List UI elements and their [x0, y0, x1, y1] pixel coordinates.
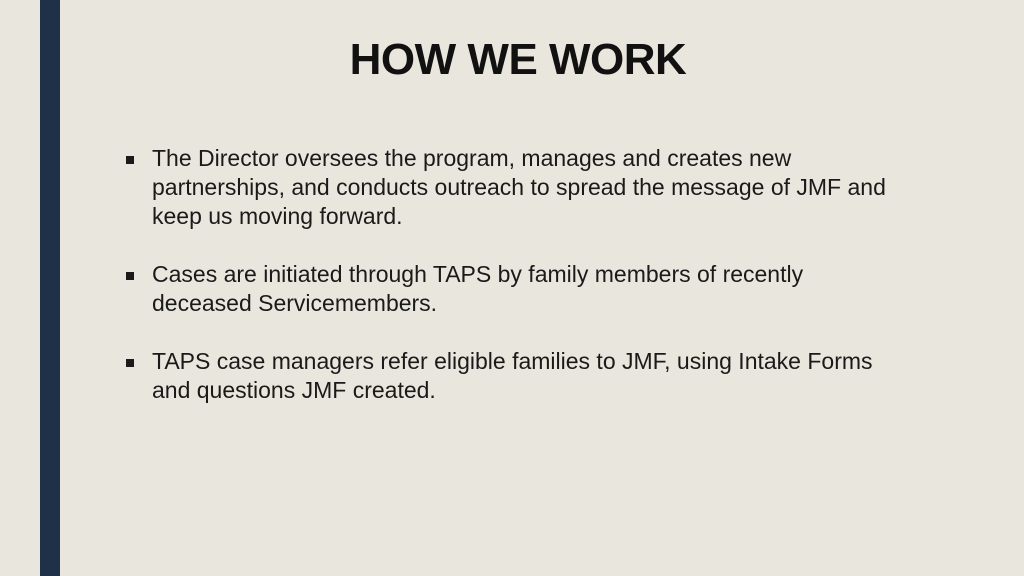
bullet-list	[122, 144, 902, 434]
bullet-item	[122, 260, 902, 318]
bullet-text: Cases are initiated through TAPS by family members of recently deceased Servicemembers.	[152, 261, 804, 316]
bullet-item	[122, 144, 902, 231]
square-bullet-icon	[126, 156, 134, 164]
slide-title: HOW WE WORK	[349, 35, 687, 84]
bullet-text: TAPS case managers refer eligible families to JMF, using Intake Forms and questions JMF created.	[152, 348, 873, 403]
bullet-item	[122, 347, 902, 405]
square-bullet-icon	[126, 359, 134, 367]
accent-bar	[40, 0, 60, 576]
square-bullet-icon	[126, 272, 134, 280]
bullet-text: The Director oversees the program, manages and creates new partnerships, and conducts outreach to spread the message of JMF and keep us moving forward.	[152, 145, 886, 229]
